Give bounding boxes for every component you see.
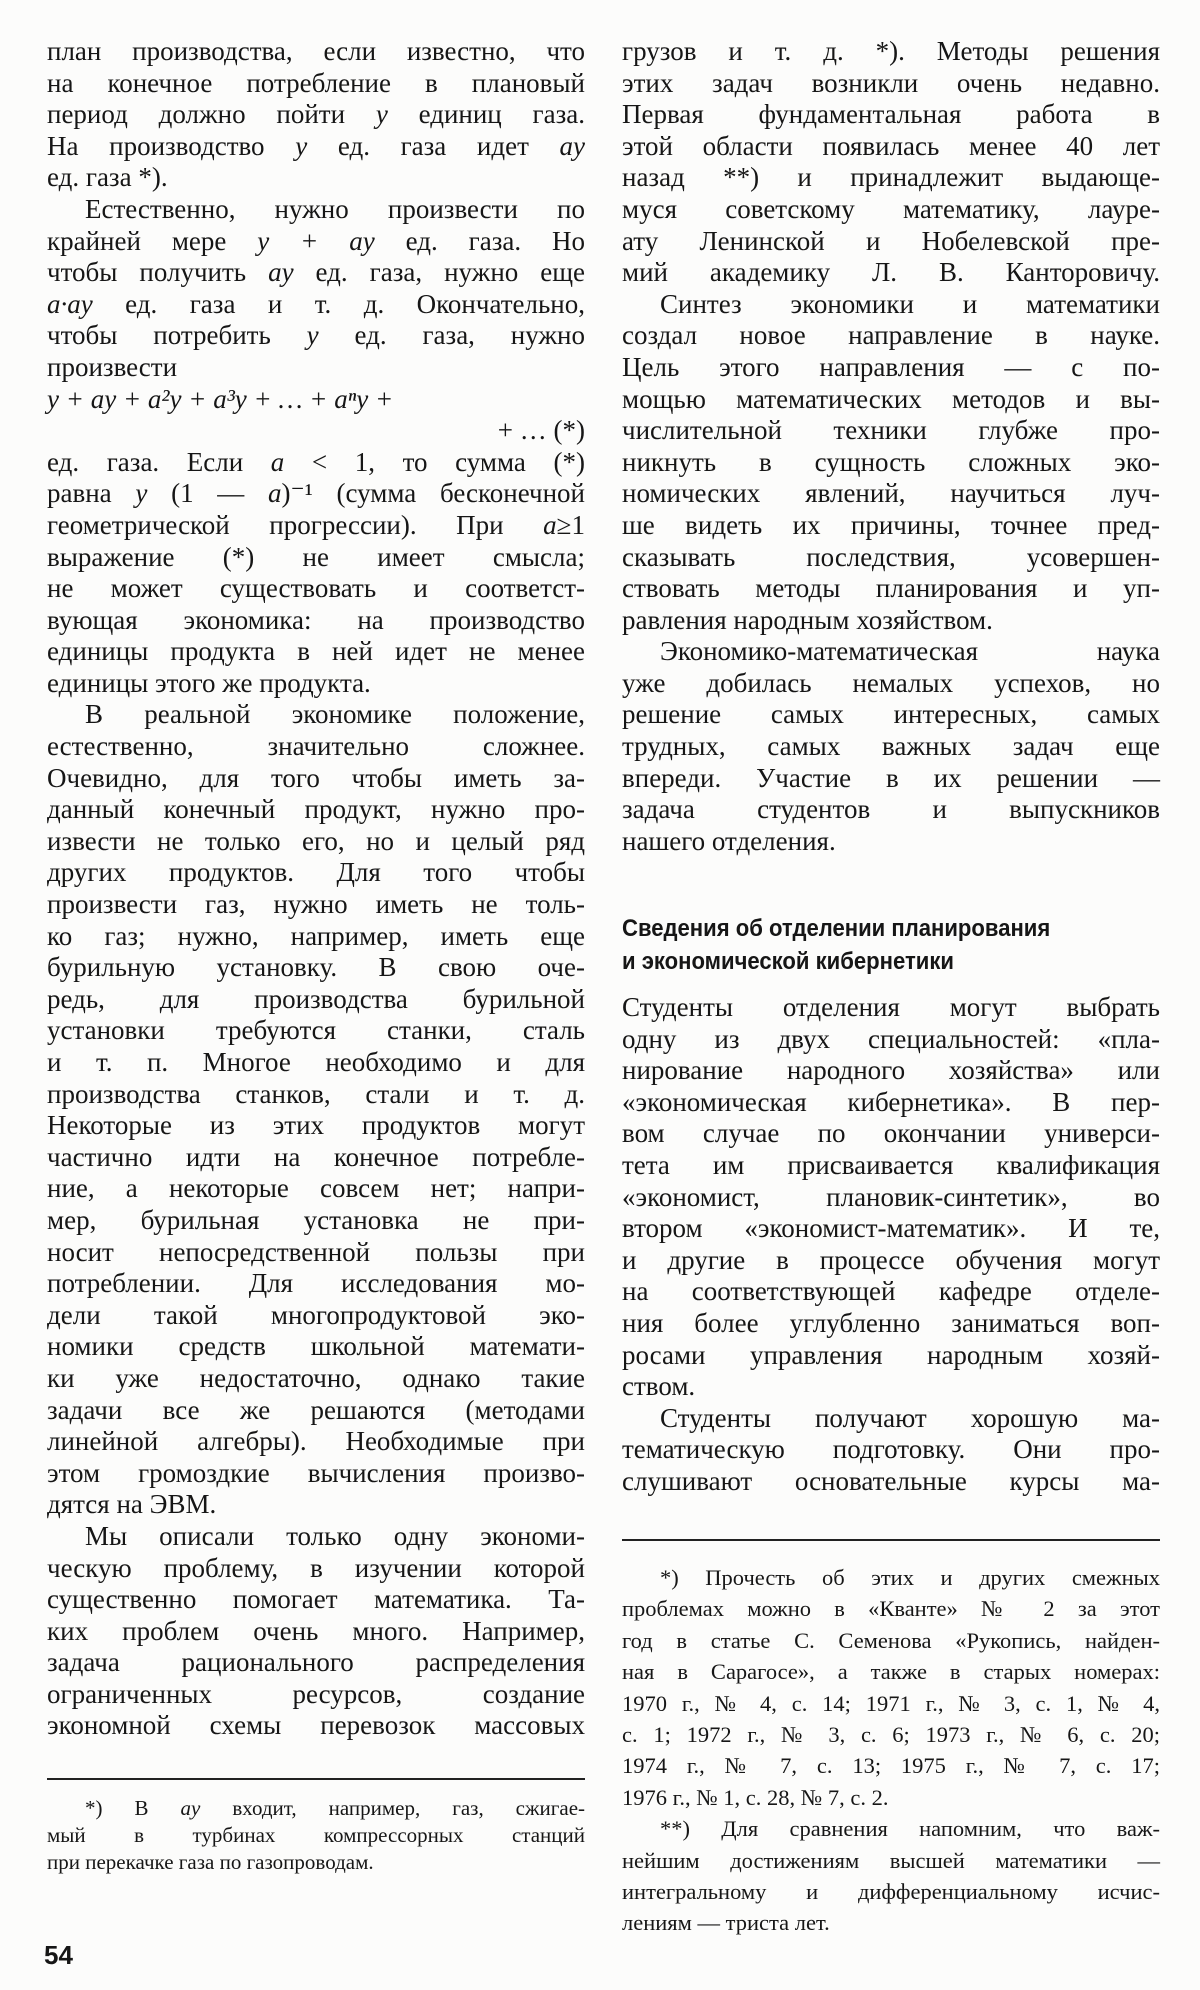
text-line: ед. газа *). (47, 162, 168, 193)
text-line: втором «экономист-математик». И те, (622, 1213, 1160, 1244)
text-line (47, 131, 585, 163)
text-line: муся советскому математику, лауре- (622, 193, 1160, 224)
text-line: год в статье С. Семенова «Рукопись, найден- (622, 1627, 1160, 1653)
text-line: дели такой многопродуктовой эко- (47, 1299, 585, 1330)
text-line: Сведения об отделении планирования (622, 915, 1051, 942)
text-line: номических явлений, научиться луч- (622, 478, 1160, 509)
text-segment: чтобы получить (47, 257, 269, 288)
text-line: одну из двух специальностей: «пла- (622, 1023, 1160, 1054)
text-line: номики средств школьной математи- (47, 1331, 585, 1362)
text-line: извести не только его, но и целый ряд (47, 825, 585, 856)
math-variable: a·ay (47, 288, 93, 319)
math-variable: a (270, 446, 285, 477)
text-line: носит непосредственной пользы при (47, 1236, 585, 1267)
text-segment: геометрической прогрессии). При (47, 509, 544, 540)
text-line: 1976 г., № 1, с. 28, № 7, с. 2. (622, 1784, 889, 1810)
text-line (47, 99, 585, 131)
left-footnote (47, 1795, 585, 1876)
text-line: вом случае по окончании универси- (622, 1118, 1160, 1149)
text-line: и экономической кибернетики (622, 948, 955, 975)
text-line: В реальной экономике положение, (85, 699, 585, 730)
text-line (47, 289, 585, 321)
text-segment: На производство (47, 130, 296, 161)
text-line: установки требуются станки, сталь (47, 1015, 585, 1046)
text-line: уже добилась немалых успехов, но (622, 667, 1160, 698)
text-segment: ед. газа, нужно еще (293, 257, 586, 288)
text-line: линейной алгебры). Необходимые при (47, 1426, 585, 1457)
math-variable: y (135, 478, 148, 509)
text-line: ограниченных ресурсов, создание (47, 1678, 585, 1709)
math-variable: a (543, 509, 557, 540)
text-line: ствовать методы планирования и уп- (622, 573, 1160, 604)
text-segment: (1 — (147, 478, 268, 509)
left-column (47, 36, 585, 1742)
text-line: никнуть в сущность сложных эко- (622, 446, 1160, 477)
text-line: равления народным хозяйством. (622, 604, 993, 635)
footnote-divider-right (622, 1539, 1160, 1541)
text-line: мый в турбинах компрессорных станций (47, 1823, 585, 1847)
text-line (47, 320, 585, 352)
text-line: проблемах можно в «Кванте» № 2 за этот (622, 1596, 1160, 1622)
text-line: производства станков, стали и т. д. (47, 1078, 585, 1109)
math-variable: y (295, 130, 308, 161)
section-body (622, 992, 1160, 1498)
text-line: Студенты отделения могут выбрать (622, 992, 1160, 1022)
text-line: других продуктов. Для того чтобы (47, 857, 585, 888)
text-line: Цель этого направления — с по- (622, 351, 1160, 382)
text-segment: + … (*) (497, 415, 585, 446)
text-segment: < 1, то сумма (*) (284, 446, 585, 477)
text-line: экономной схемы перевозок массовых (47, 1710, 585, 1741)
text-line: тета им присваивается квалификация (622, 1149, 1160, 1180)
text-line: трудных, самых важных задач еще (622, 731, 1160, 762)
text-line: 1974 г., № 7, с. 13; 1975 г., № 7, с. 17; (622, 1753, 1160, 1779)
text-line (47, 384, 585, 416)
text-line: задача студентов и выпускников (622, 794, 1160, 825)
text-line: «экономист, плановик-синтетик», во (622, 1181, 1160, 1212)
text-line: план производства, если известно, что (47, 36, 585, 66)
text-line: Естественно, нужно произвести по (85, 193, 585, 224)
text-line: интегральному и дифференциальному исчис- (622, 1879, 1160, 1905)
text-line: 1970 г., № 4, с. 14; 1971 г., № 3, с. 1, № 4, (622, 1690, 1160, 1716)
text-line: на конечное потребление в плановый (47, 67, 585, 98)
text-line: Некоторые из этих продуктов могут (47, 1110, 585, 1141)
math-variable: y (306, 320, 319, 351)
text-line: этих задач возникли очень недавно. (622, 67, 1160, 98)
text-line: задача рационального распределения (47, 1647, 585, 1678)
text-line: ством. (622, 1371, 696, 1402)
text-line: и т. п. Многое необходимо и для (47, 1047, 585, 1077)
text-line: на соответствующей кафедре отделе- (622, 1276, 1160, 1307)
right-column (622, 36, 1160, 857)
text-line: потреблении. Для исследования мо- (47, 1268, 585, 1299)
text-line: ких проблем очень много. Например, (47, 1615, 585, 1646)
text-line: существенно помогает математика. Та- (47, 1584, 585, 1615)
text-line: ату Ленинской и Нобелевской пре- (622, 225, 1160, 256)
text-line: нирование народного хозяйства» или (622, 1055, 1160, 1086)
section-heading (622, 912, 1117, 978)
math-variable: y (375, 99, 388, 130)
right-footnotes (622, 1562, 1160, 1939)
text-line: росами управления народным хозяй- (622, 1339, 1160, 1370)
text-line: мер, бурильная установка не при- (47, 1204, 585, 1235)
text-line: не может существовать и соответст- (47, 573, 585, 604)
text-line: редь, для производства бурильной (47, 983, 585, 1014)
text-line: ние, а некоторые совсем нет; напри- (47, 1173, 585, 1204)
text-line: с. 1; 1972 г., № 3, с. 6; 1973 г., № 6, с. 20; (622, 1722, 1160, 1748)
text-line: ко газ; нужно, например, иметь еще (47, 920, 585, 951)
text-line: естественно, значительно сложнее. (47, 731, 585, 762)
text-line: ния более углубленно заниматься воп- (622, 1307, 1160, 1338)
text-line: Синтез экономики и математики (660, 288, 1160, 319)
text-segment: ед. газа идет (307, 130, 560, 161)
text-line: при перекачке газа по газопроводам. (47, 1850, 374, 1874)
text-line: впереди. Участие в их решении — (622, 762, 1160, 793)
text-segment: ед. газа. Но (374, 225, 585, 256)
text-segment: входит, например, газ, сжигае- (200, 1796, 586, 1820)
text-line (47, 1795, 585, 1822)
text-line: единицы этого же продукта. (47, 667, 371, 698)
text-line (47, 447, 585, 479)
text-line: данный конечный продукт, нужно про- (47, 794, 585, 825)
text-line: нейшим достижениям высшей математики — (622, 1847, 1160, 1873)
text-line: мощью математических методов и вы- (622, 383, 1160, 414)
text-line: мий академику Л. В. Канторовичу. (622, 257, 1160, 288)
text-line (47, 226, 585, 258)
text-segment: крайней мере (47, 225, 258, 256)
footnote-divider-left (47, 1778, 585, 1780)
text-segment: *) В (85, 1796, 181, 1820)
page-number: 54 (44, 1940, 73, 1970)
text-line: дятся на ЭВМ. (47, 1489, 217, 1520)
text-segment: чтобы потребить (47, 320, 307, 351)
text-line: Первая фундаментальная работа в (622, 99, 1160, 130)
text-line: числительной техники глубже про- (622, 415, 1160, 446)
text-line: создал новое направление в науке. (622, 320, 1160, 351)
text-segment: период должно пойти (47, 99, 376, 130)
text-line: вующая экономика: на производство (47, 604, 585, 635)
text-line: бурильную установку. В свою оче- (47, 952, 585, 983)
math-variable: y + ay (257, 225, 375, 256)
text-line: грузов и т. д. *). Методы решения (622, 36, 1160, 66)
text-line: и другие в процессе обучения могут (622, 1244, 1160, 1275)
text-line: единицы продукта в ней идет не менее (47, 636, 585, 667)
text-segment: единиц газа. (387, 99, 585, 130)
text-line: тематическую подготовку. Они про- (622, 1434, 1160, 1465)
text-line: Экономико-математическая наука (660, 636, 1160, 667)
text-line: решение самых интересных, самых (622, 699, 1160, 730)
text-line: сказывать последствия, усовершен- (622, 541, 1160, 572)
text-line: ная в Сарагосе», а также в старых номерах: (622, 1659, 1160, 1685)
text-line: произвести газ, нужно иметь не толь- (47, 889, 585, 920)
text-line: ше видеть их причины, точнее пред- (622, 509, 1160, 540)
text-segment: равна (47, 478, 136, 509)
math-variable: ay (268, 257, 294, 288)
text-line: Очевидно, для того чтобы иметь за- (47, 762, 585, 793)
text-line (47, 257, 585, 289)
math-variable: ay (180, 1796, 201, 1820)
text-segment: ед. газа. Если (47, 446, 271, 477)
text-line: этой области появилась менее 40 лет (622, 130, 1160, 161)
text-line (47, 415, 585, 447)
text-line: лениям — триста лет. (622, 1910, 830, 1936)
text-line: «экономическая кибернетика». В пер- (622, 1086, 1160, 1117)
text-line: Мы описали только одну экономи- (85, 1520, 585, 1551)
text-segment: ед. газа, нужно (318, 320, 585, 351)
text-line: ческую проблему, в изучении которой (47, 1552, 585, 1583)
text-line: **) Для сравнения напомним, что важ- (660, 1816, 1160, 1842)
text-line (47, 510, 585, 542)
text-line: этом громоздкие вычисления произво- (47, 1457, 585, 1488)
text-line: Студенты получают хорошую ма- (660, 1402, 1160, 1433)
text-segment: ≥1 (556, 509, 585, 540)
text-line: выражение (*) не имеет смысла; (47, 541, 585, 572)
text-segment: ед. газа и т. д. Окончательно, (92, 288, 585, 319)
text-line: произвести (47, 351, 178, 382)
text-segment: )⁻¹ (сумма бесконечной (281, 478, 585, 509)
text-line: ки уже недостаточно, однако такие (47, 1362, 585, 1393)
math-variable: y + ay + a²y + a³y + … + aⁿy + (47, 383, 394, 414)
text-line: задачи все же решаются (методами (47, 1394, 585, 1425)
text-line (47, 478, 585, 510)
text-line: *) Прочесть об этих и других смежных (660, 1565, 1160, 1590)
math-variable: a (268, 478, 282, 509)
math-variable: ay (559, 130, 586, 161)
text-line: слушивают основательные курсы ма- (622, 1465, 1160, 1496)
text-line: частично идти на конечное потребле- (47, 1141, 585, 1172)
text-line: нашего отделения. (622, 825, 836, 856)
text-line: назад **) и принадлежит выдающе- (622, 162, 1160, 193)
